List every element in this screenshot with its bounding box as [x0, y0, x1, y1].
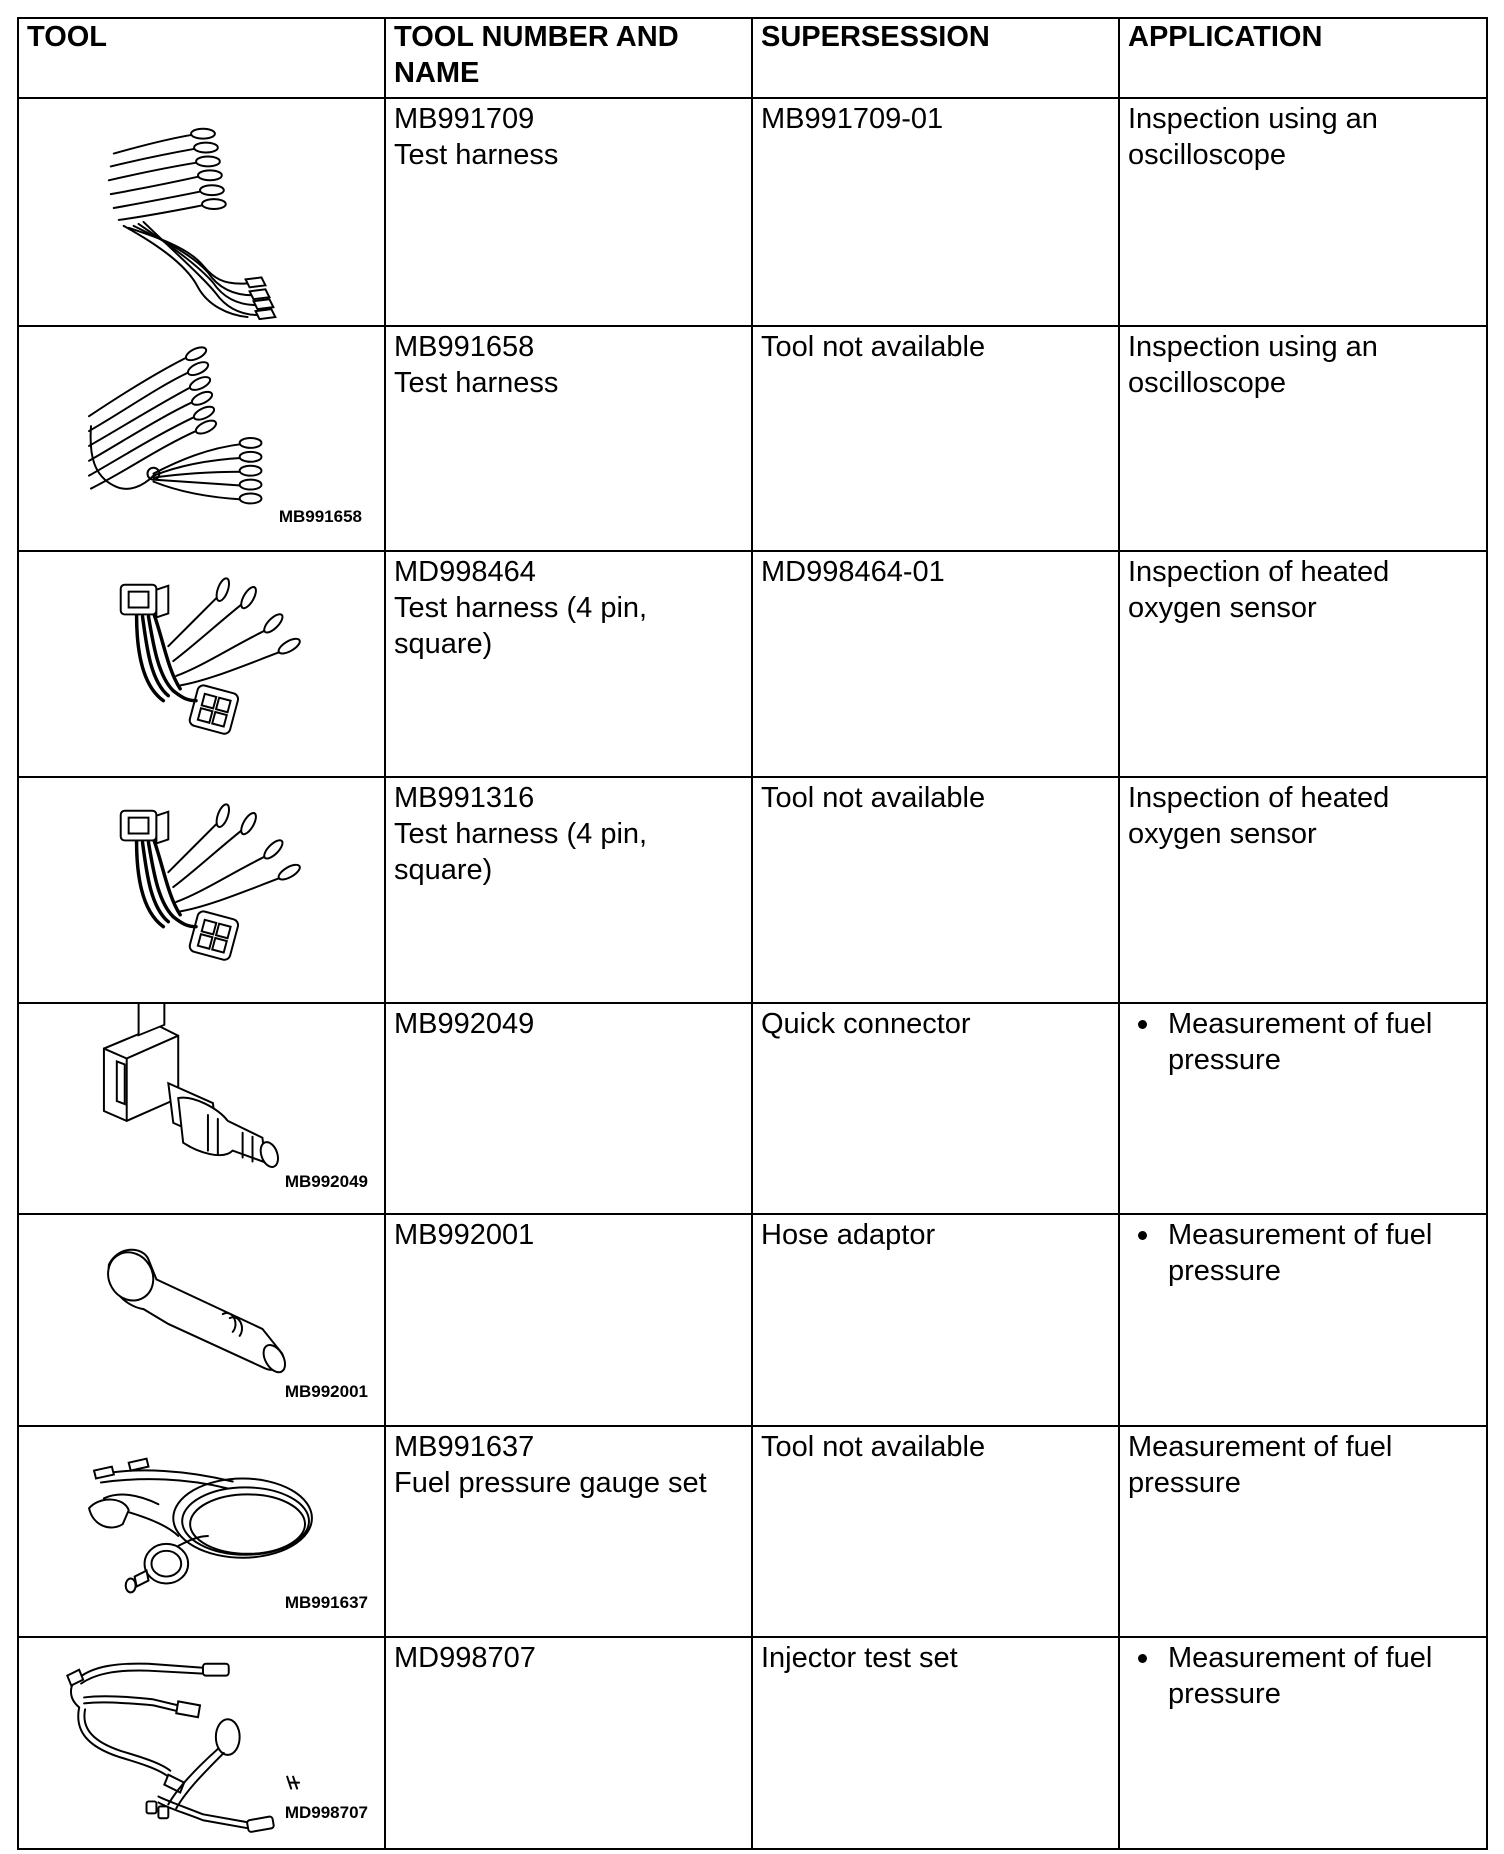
connector-harness-icon — [19, 552, 384, 776]
tool-image-cell — [18, 551, 385, 777]
supersession-cell: Tool not available — [752, 1426, 1119, 1637]
supersession-cell: Quick connector — [752, 1003, 1119, 1214]
bullet-icon — [1138, 1020, 1147, 1029]
tool-image-cell — [18, 777, 385, 1003]
bullet-icon — [1138, 1231, 1147, 1240]
connector-harness-icon — [19, 778, 384, 1002]
tool-number: MD998707 — [394, 1642, 536, 1674]
tool-number-name-cell — [385, 1214, 752, 1426]
tool-number: MB992001 — [394, 1219, 535, 1251]
application-list — [1128, 1006, 1478, 1078]
application-list — [1128, 1640, 1478, 1712]
tool-image-cell — [18, 326, 385, 551]
table-header-row — [18, 18, 1487, 98]
header-supersession: SUPERSESSION — [752, 18, 1119, 98]
tool-number-name-cell — [385, 777, 752, 1003]
tool-number: MD998464 — [394, 556, 536, 588]
tool-name: Test harness (4 pin, square) — [394, 818, 648, 886]
tool-image-label: MB991658 — [278, 507, 362, 526]
tool-name: Test harness (4 pin, square) — [394, 592, 648, 660]
supersession-cell: MD998464-01 — [752, 551, 1119, 777]
application-cell: Inspection of heated oxygen sensor — [1119, 551, 1487, 777]
tool-number-name-cell — [385, 326, 752, 551]
application-cell — [1119, 1637, 1487, 1849]
table-row — [18, 551, 1487, 777]
supersession-cell: MB991709-01 — [752, 98, 1119, 326]
tool-number: MB991709 — [394, 103, 535, 135]
tool-image-cell — [18, 1003, 385, 1214]
tool-number: MB991316 — [394, 782, 535, 814]
tool-image-cell — [18, 1214, 385, 1426]
application-cell — [1119, 1003, 1487, 1214]
tool-number-name-cell — [385, 1637, 752, 1849]
supersession-cell: Tool not available — [752, 777, 1119, 1003]
tool-image-label: MB992049 — [284, 1172, 368, 1191]
table-row — [18, 98, 1487, 326]
tool-name: Fuel pressure gauge set — [394, 1467, 707, 1499]
application-cell: Inspection of heated oxygen sensor — [1119, 777, 1487, 1003]
application-cell: Inspection using an oscilloscope — [1119, 326, 1487, 551]
tool-table-page — [17, 17, 1486, 1834]
tool-number-name-cell — [385, 551, 752, 777]
tool-number: MB992049 — [394, 1008, 535, 1040]
supersession-cell: Hose adaptor — [752, 1214, 1119, 1426]
table-row — [18, 1003, 1487, 1214]
table-row — [18, 1637, 1487, 1849]
header-application: APPLICATION — [1119, 18, 1487, 98]
application-cell: Inspection using an oscilloscope — [1119, 98, 1487, 326]
tool-image-label: MD998707 — [284, 1803, 368, 1822]
tool-image-cell — [18, 98, 385, 326]
test-harness-icon — [19, 99, 384, 325]
supersession-cell: Tool not available — [752, 326, 1119, 551]
table-row — [18, 1214, 1487, 1426]
tool-number: MB991658 — [394, 331, 535, 363]
tool-number: MB991637 — [394, 1431, 535, 1463]
tool-image-cell — [18, 1637, 385, 1849]
supersession-cell: Injector test set — [752, 1637, 1119, 1849]
tool-image-label: MB992001 — [284, 1382, 368, 1401]
table-row — [18, 326, 1487, 551]
tool-number-name-cell — [385, 1426, 752, 1637]
application-cell — [1119, 1214, 1487, 1426]
table-row — [18, 777, 1487, 1003]
application-cell: Measurement of fuel pressure — [1119, 1426, 1487, 1637]
tool-image-label: MB991637 — [284, 1593, 368, 1612]
tool-name: Test harness — [394, 367, 559, 399]
bullet-icon — [1138, 1654, 1147, 1663]
tool-image-cell — [18, 1426, 385, 1637]
tool-table — [17, 17, 1488, 1850]
table-row — [18, 1426, 1487, 1637]
tool-number-name-cell — [385, 1003, 752, 1214]
tool-name: Test harness — [394, 139, 559, 171]
application-list-item: Measurement of fuel pressure — [1168, 1640, 1478, 1712]
application-list-item: Measurement of fuel pressure — [1168, 1006, 1478, 1078]
header-tool-number-name: TOOL NUMBER AND NAME — [385, 18, 752, 98]
header-tool: TOOL — [18, 18, 385, 98]
application-list — [1128, 1217, 1478, 1289]
tool-number-name-cell — [385, 98, 752, 326]
application-list-item: Measurement of fuel pressure — [1168, 1217, 1478, 1289]
